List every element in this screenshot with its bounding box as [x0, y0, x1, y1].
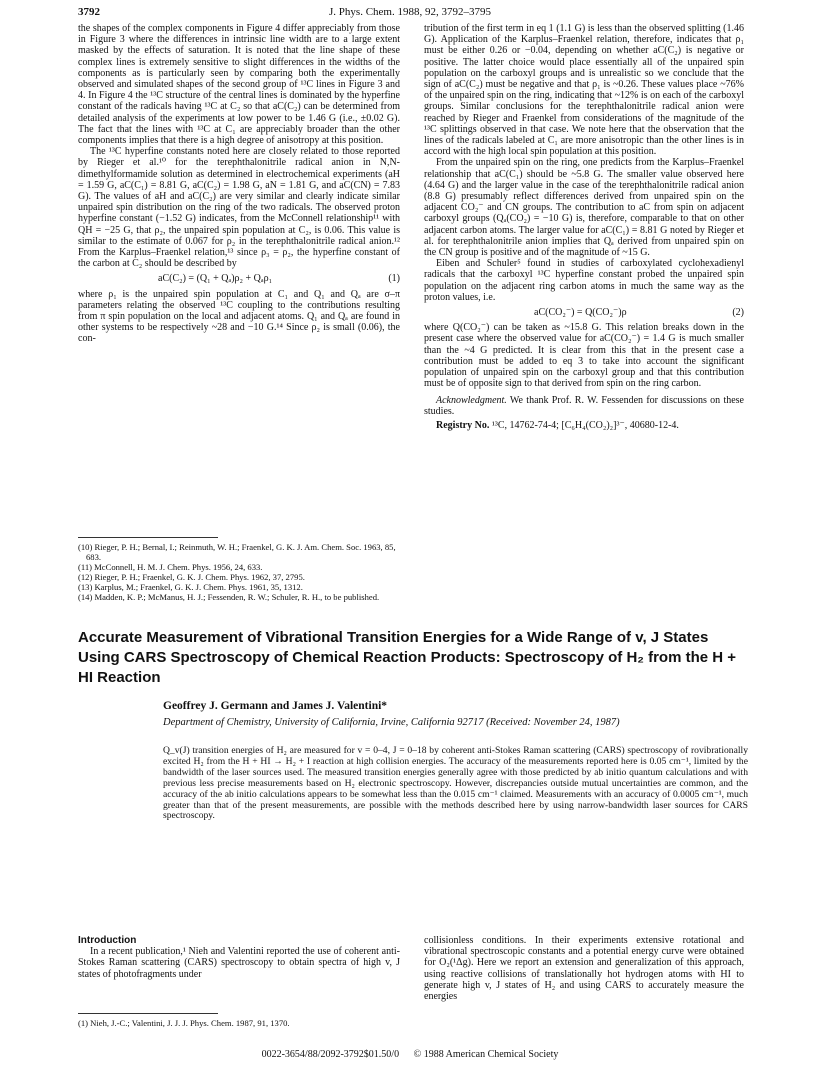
intro-right-column — [424, 935, 744, 1002]
registry — [424, 420, 744, 431]
left-column — [78, 23, 400, 345]
article-abstract: Q_v(J) transition energies of H₂ are measured for v = 0–4, J = 0–18 by coherent anti-Stokes Raman scattering (CARS) spectroscopy of rovibrationally excited H₂ from the H + HI → H₂ + I reaction at high collision energies. The accuracy of the measurements reported here is 0.05 cm⁻¹, limited by the bandwidth of the laser sources used. The measured transition energies generally agree with those predicted by ab initio quantum calculations and with previous less precise measurements based on H₂ electronic spectroscopy. However, discrepancies outside mutual uncertainties are common, and the accuracy of the ab initio calculations appears to be somewhat less than the 0.015 cm⁻¹ claimed. Measurements with an accuracy of 0.0005 cm⁻¹, much greater than that of the present measurements, are possible with the methods described here by using narrow-bandwidth laser sources for CARS spectroscopy. — [163, 745, 748, 822]
price-code: 0022-3654/88/2092-3792$01.50/0 — [261, 1049, 400, 1060]
section-heading: Introduction — [78, 935, 137, 946]
reference: (12) Rieger, P. H.; Fraenkel, G. K. J. Chem. Phys. 1962, 37, 2795. — [78, 572, 305, 582]
copyright: © 1988 American Chemical Society — [413, 1049, 559, 1060]
page-footer — [0, 1049, 820, 1060]
article-affiliation: Department of Chemistry, University of California, Irvine, California 92717 (Received: November 24, 1987) — [163, 717, 620, 728]
reference: (10) Rieger, P. H.; Bernal, I.; Reinmuth, W. H.; Fraenkel, G. K. J. Am. Chem. Soc. 1963, 85, 683. — [78, 542, 396, 562]
footnote-rule — [78, 537, 218, 538]
paragraph: the shapes of the complex components in Figure 4 differ appreciably from those in Figure 3 where the differences in intrinsic line width are to a large extent masked by the effects of saturation. It is noted that the line shape of these complex lines is extremely sensitive to slight differences in the widths of the components as is particularly seen by comparing both the experimentally observed and simulated shapes of the second group of ¹³C lines in Figure 3 and 4. In Figure 4 the ¹³C structure of the central lines is dominated by the hyperfine constant of the radicals having ¹³C at C₂ so that aC(C₂) can be determined from detailed analysis of the experiments at low power to be 1.46 G (i.e., ±0.02 G). The fact that the lines with ¹³C at C₁ are appreciably broader than the other components implies that there is a high degree of anisotropy at this position. — [78, 23, 400, 147]
equation-text: aC(CO₂⁻) = Q(CO₂⁻)ρ — [534, 307, 627, 319]
paragraph: where Q(CO₂⁻) can be taken as ~15.8 G. This relation breaks down in the present case where the observed value for aC(CO₂⁻) = 1.4 G is much smaller than the ~4 G predicted. It is clear from this that in the present case a contribution must be added to eq 3 to take into account the significant population of unpaired spin on the carboxyl group and that this contribution must be of opposite sign to that derived from spin on the ring carbon. — [424, 322, 744, 390]
paragraph: where ρ₁ is the unpaired spin population at C₁ and Q₁ and Qₐ are σ–π parameters relating the observed ¹³C coupling to the contributions resulting from π spin population on the local and adjacent atoms. Q₁ and Qₐ are found in other systems to be respectively ~28 and −10 G.¹⁴ Since ρ₂ is small (0.06), the con- — [78, 288, 400, 345]
page-number: 3792 — [78, 6, 100, 18]
paragraph: Eiben and Schuler⁵ found in studies of carboxylated cyclohexadienyl radicals that the carboxyl ¹³C hyperfine constant probed the unpaired spin population on the adjacent ring carbon atoms in much the same way as the proton values, i.e. — [424, 258, 744, 303]
footnote-rule — [78, 1013, 218, 1014]
journal-header: J. Phys. Chem. 1988, 92, 3792–3795 — [329, 6, 491, 18]
acknowledgment — [424, 395, 744, 417]
paragraph: In a recent publication,¹ Nieh and Valentini reported the use of coherent anti-Stokes Raman scattering (CARS) spectroscopy to obtain spectra of high v, J states of photofragments under — [78, 946, 400, 980]
references-list — [78, 542, 400, 602]
paragraph: collisionless conditions. In their experiments extensive rotational and vibrational spectroscopic constants and a potential energy curve were obtained for O₂(¹Δg). Here we report an extension and generalization of this approach, using reactive collisions of translationally hot hydrogen atoms with HI to generate high v, J states of H₂ and using CARS to accurately measure the energies — [424, 935, 744, 1003]
acknowledgment-label: Acknowledgment. — [436, 394, 507, 406]
registry-text: ¹³C, 14762-74-4; [C₆H₄(CO₂)₂]³⁻, 40680-12-4. — [489, 419, 679, 431]
reference: (13) Karplus, M.; Fraenkel, G. K. J. Chem. Phys. 1961, 35, 1312. — [78, 582, 303, 592]
equation-1 — [78, 273, 400, 284]
paragraph: The ¹³C hyperfine constants noted here are closely related to those reported by Rieger et al.¹⁰ for the terephthalonitrile radical anion in N,N-dimethylformamide solution as determined in electrochemical experiments (aH = 1.59 G, aC(C₁) = 8.81 G, aC(C₂) = 1.98 G, aN = 1.81 G, and aC(CN) = 7.83 G). The values of aH and aC(C₂) are very similar and clearly indicate similar unpaired spin distribution on the ring of the two radicals. The observed proton hyperfine constant (−1.52 G) indicates, from the McConnell relationship¹¹ with QH = −25 G, that ρ₂, the unpaired spin population at C₂, is 0.06. This value is similar to the estimate of 0.067 for ρ₂ in the terephthalonitrile radical anion.¹² From the Karplus–Fraenkel relation,¹³ since ρ₃ = ρ₂, the hyperfine constant of the carbon at C₂ should be described by — [78, 146, 400, 270]
acknowledgment-text: We thank Prof. R. W. Fessenden for discussions on these studies. — [424, 394, 744, 417]
equation-number: (2) — [732, 307, 744, 319]
footnote-reference: (1) Nieh, J.-C.; Valentini, J. J. J. Phys. Chem. 1987, 91, 1370. — [78, 1018, 290, 1028]
paragraph: From the unpaired spin on the ring, one predicts from the Karplus–Fraenkel relationship that aC(C₁) should be ~5.8 G. The smaller value observed here (4.64 G) and the larger value in the case of the terephthalonitrile radical anion (8.8 G) presumably reflect differences derived from unpaired spin on the adjacent CO₂⁻ and CN groups. The contribution to aC from spin on adjacent carboxyl groups (Qₐ(CO₂) = −10 G) is, therefore, comparable to that on other adjacent carbon atoms. The larger value for aC(C₁) = 8.81 G noted by Rieger et al. for terephthalonitrile anion implies that Qₐ derived from unpaired spin on the CN group is positive and of the magnitude of ~15 G. — [424, 157, 744, 259]
equation-2 — [424, 307, 744, 318]
reference: (14) Madden, K. P.; McManus, H. J.; Fessenden, R. W.; Schuler, R. H., to be published. — [78, 592, 380, 602]
article-title: Accurate Measurement of Vibrational Transition Energies for a Wide Range of v, J States Using CARS Spectroscopy of Chemical Reaction Products: Spectroscopy of H₂ from the H + HI Reaction — [78, 629, 737, 686]
equation-text: aC(C₂) = (Q₁ + Qₐ)ρ₂ + Qₐρ₁ — [158, 273, 273, 285]
reference: (11) McConnell, H. M. J. Chem. Phys. 1956, 24, 633. — [78, 562, 263, 572]
equation-number: (1) — [388, 273, 400, 285]
intro-left-column — [78, 935, 400, 980]
paragraph: tribution of the first term in eq 1 (1.1 G) is less than the observed splitting (1.46 G). Application of the Karplus–Fraenkel relation, therefore, indicates that ρ₁ must be either 0.26 or −0.04, depending on whether aC(C₂) is negative or positive. The latter choice would place essentially all of the unpaired spin population on the carboxyl groups and is unrealistic so we conclude that the sign of aC(C₂) must be negative and that ρ₁ is ~0.26. These values place ~76% of the unpaired spin on the ring, indicating that ~12% is on each of the carboxyl groups. Similar conclusions for the terephthalonitrile radical anion were reached by Rieger and Fraenkel from considerations of the magnitude of the ¹³C splittings observed in that case. We note here that the observation that the lines of the radicals labeled at C₁ are more anisotropic than the other lines is in accord with the high local spin population at this position. — [424, 23, 744, 158]
registry-label: Registry No. — [436, 419, 490, 431]
right-column — [424, 23, 744, 431]
article-authors: Geoffrey J. Germann and James J. Valentini* — [163, 700, 388, 712]
